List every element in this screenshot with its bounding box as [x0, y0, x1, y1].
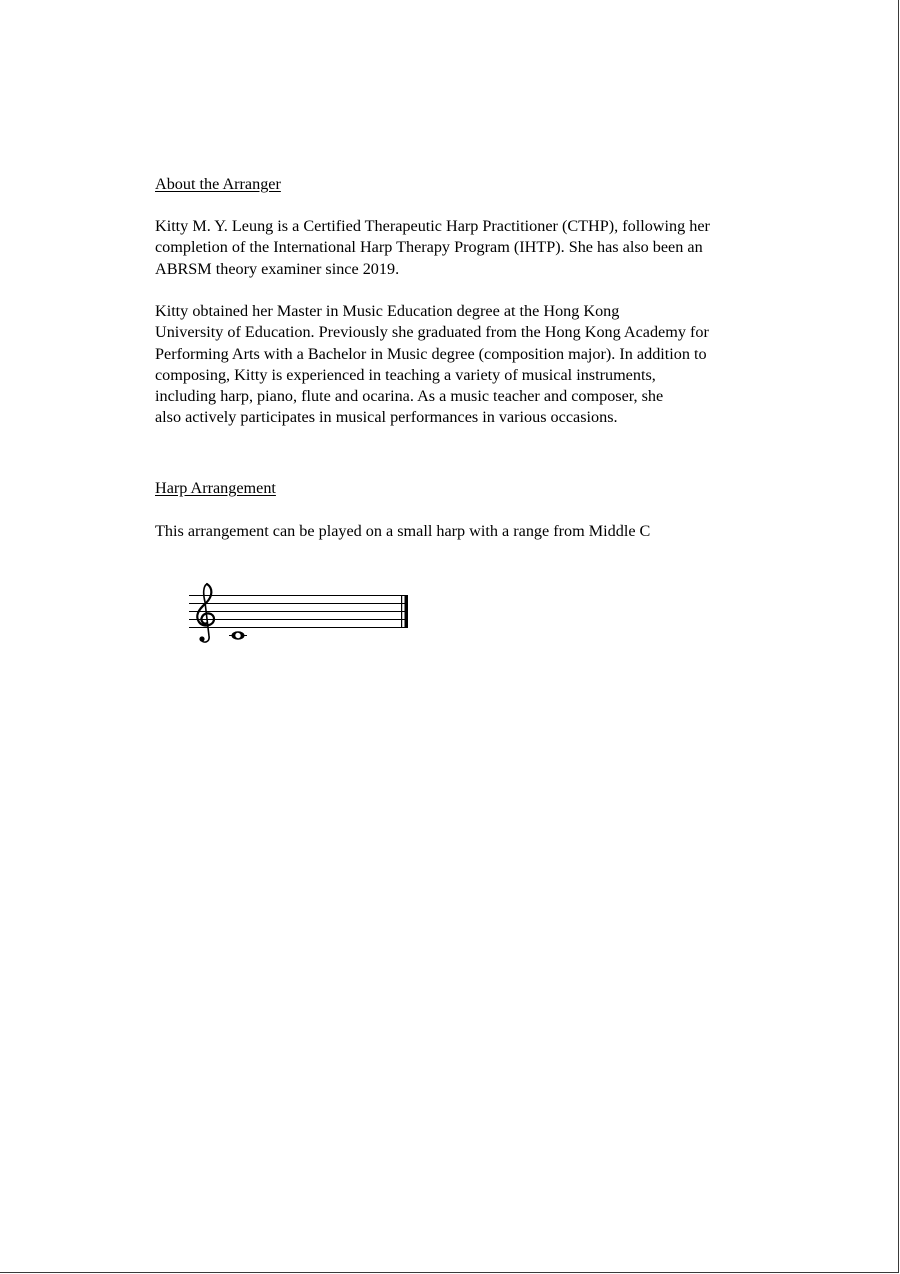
treble-clef-icon [197, 584, 214, 642]
bio-paragraph-1-line: Kitty M. Y. Leung is a Certified Therapeutic Harp Practitioner (CTHP), following her [155, 217, 710, 235]
bio-paragraph-1-line: ABRSM theory examiner since 2019. [155, 259, 400, 278]
bio-paragraph-2-line: composing, Kitty is experienced in teaching a variety of musical instruments, [155, 365, 656, 384]
bio-paragraph-1 [155, 216, 710, 280]
harp-arrangement-heading: Harp Arrangement [155, 479, 276, 497]
bio-paragraph-2-line: including harp, piano, flute and ocarina. As a music teacher and composer, she [155, 387, 664, 406]
bio-paragraph-1-line: completion of the International Harp Therapy Program (IHTP). She has also been an [155, 238, 703, 257]
bio-paragraph-2-line: University of Education. Previously she graduated from the Hong Kong Academy for [155, 323, 709, 342]
about-arranger-heading: About the Arranger [155, 175, 281, 193]
range-description: This arrangement can be played on a small harp with a range from Middle C [155, 522, 651, 540]
staff-lines [189, 596, 408, 628]
music-staff [186, 580, 418, 650]
bio-paragraph-2-line: Kitty obtained her Master in Music Education degree at the Hong Kong [155, 302, 620, 320]
whole-note-middle-c [229, 631, 247, 639]
bio-paragraph-2-line: Performing Arts with a Bachelor in Music degree (composition major). In addition to [155, 344, 707, 363]
final-barline [401, 595, 408, 628]
bio-paragraph-2 [155, 301, 709, 429]
bio-paragraph-2-line: also actively participates in musical performances in various occasions. [155, 408, 618, 427]
